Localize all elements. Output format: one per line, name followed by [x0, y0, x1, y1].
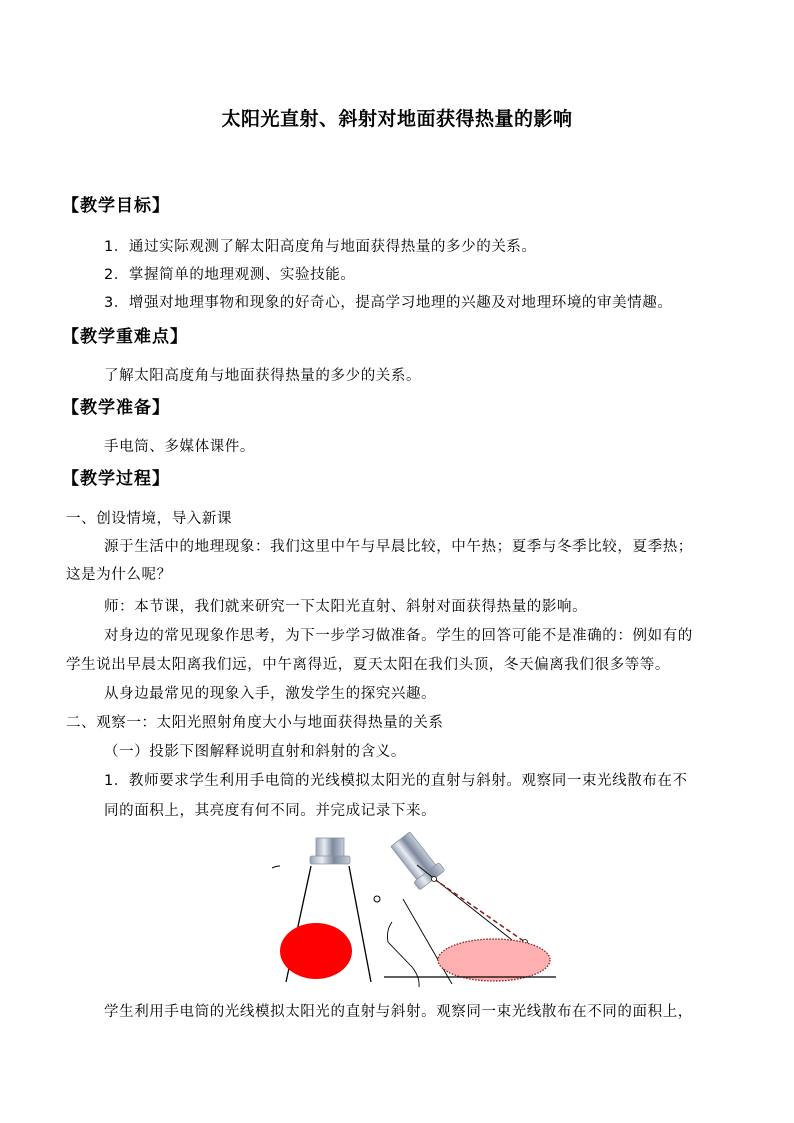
oblique-beam-diagram: [384, 832, 556, 987]
flashlight-figure: [262, 832, 562, 992]
part1-paragraph-4: 从身边最常见的现象入手，激发学生的探究兴趣。: [104, 686, 437, 702]
heading-process: 【教学过程】: [62, 469, 170, 489]
part1-paragraph-1: 源于生活中的地理现象：我们这里中午与早晨比较，中午热；夏季与冬季比较，夏季热；: [104, 539, 693, 555]
part1-paragraph-2: 师：本节课，我们就来研究一下太阳光直射、斜射对面获得热量的影响。: [104, 599, 588, 615]
after-figure-paragraph: 学生利用手电筒的光线模拟太阳光的直射与斜射。观察同一束光线散布在不同的面积上，: [104, 1004, 693, 1020]
part1-paragraph-3: 对身边的常见现象作思考，为下一步学习做准备。学生的回答可能不是准确的：例如有的: [104, 628, 693, 644]
heading-preparation: 【教学准备】: [62, 398, 170, 418]
flashlight-head-icon: [316, 838, 344, 858]
part2-step-1-cont: 同的面积上，其亮度有何不同。并完成记录下来。: [104, 803, 437, 819]
objective-item-3: 3．增强对地理事物和现象的好奇心，提高学习地理的兴趣及对地理环境的审美情趣。: [104, 295, 673, 311]
direct-beam-diagram: [272, 838, 380, 982]
heading-key-points: 【教学重难点】: [62, 327, 188, 347]
oblique-light-spot: [438, 939, 550, 981]
part2-subsection-1: （一）投影下图解释说明直射和斜射的含义。: [104, 744, 406, 760]
preparation-text: 手电筒、多媒体课件。: [104, 439, 255, 455]
part1-paragraph-3-cont: 学生说出早晨太阳离我们远，中午离得近，夏天太阳在我们头顶，冬天偏离我们很多等等。: [66, 657, 670, 673]
direct-light-spot: [280, 923, 352, 979]
part1-title: 一、创设情境，导入新课: [66, 511, 233, 527]
part1-paragraph-1-cont: 这是为什么呢？: [66, 567, 172, 583]
heading-objectives: 【教学目标】: [62, 196, 170, 216]
part2-step-1: 1．教师要求学生利用手电筒的光线模拟太阳光的直射与斜射。观察同一束光线散布在不: [104, 773, 688, 789]
objective-item-1: 1．通过实际观测了解太阳高度角与地面获得热量的多少的关系。: [104, 239, 537, 255]
part2-title: 二、观察一：太阳光照射角度大小与地面获得热量的关系: [66, 715, 444, 731]
objective-item-2: 2．掌握简单的地理观测、实验技能。: [104, 267, 356, 283]
document-title: 太阳光直射、斜射对地面获得热量的影响: [221, 108, 573, 130]
key-points-text: 了解太阳高度角与地面获得热量的多少的关系。: [104, 368, 422, 384]
